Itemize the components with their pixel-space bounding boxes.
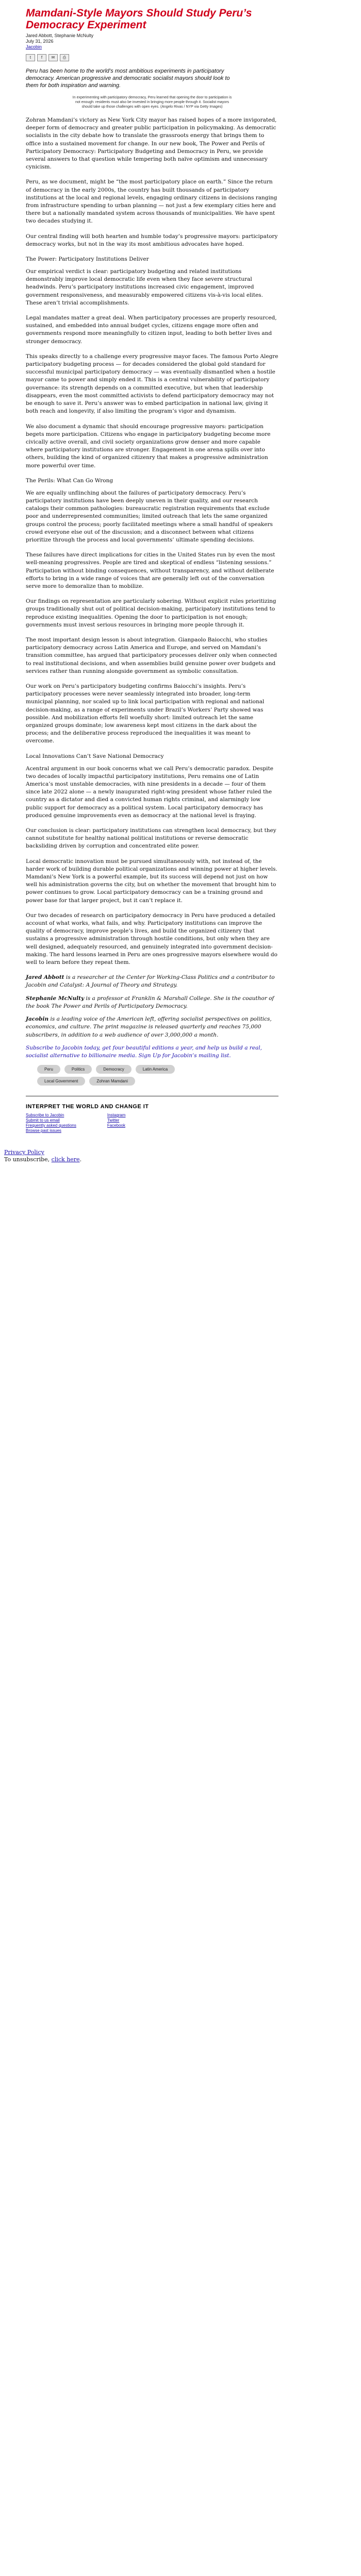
facebook-link[interactable]: Facebook <box>107 1123 125 1128</box>
paragraph: The most important design lesson is about integration. Gianpaolo Baiocchi, who studies participatory democracy across Latin America and Europe, and served on Mamdani’s transition committee, has argued that participatory processes deliver only when connected to real institutional decisions, and when assemblies build genuine power over budgets and services rather than running alongside government as symbolic consultation. <box>26 636 277 674</box>
article-title[interactable]: Mamdani-Style Mayors Should Study Peru’s Democracy Experiment <box>26 7 252 31</box>
paragraph: We are equally unflinching about the failures of participatory democracy. Peru’s participatory institutions have been deeply uneven in their quality, and our research catalogs their common pathologies: bureaucratic registration requirements that exclude poor and underrepresented communities; limited outreach that lets the same organized groups control the process; poorly facilitated meetings where a small handful of speakers crowd everyone else out of the discussion; and a disconnect between what citizens prioritize through the process and local governments’ ultimate spending decisions. <box>26 489 273 543</box>
paragraph: Acentral argument in our book concerns what we call Peru’s democratic paradox. Despite two decades of locally impactful participatory institutions, Peru remains one of Latin America’s most unstable democracies, with nine presidents in a decade — four of them since late 2022 alone — a newly inaugurated right-wing president whose father ruled the country as a dictator and died a convicted human rights criminal, and alarmingly low public support for democracy as a political system. Local participatory democracy has produced genuine improvements even as democracy at the national level is fraying. <box>26 765 273 819</box>
tag-list <box>37 1065 192 1086</box>
section-heading: The Power: Participatory Institutions Deliver <box>26 256 149 263</box>
paragraph: Zohran Mamdani’s victory as New York City mayor has raised hopes of a more invigorated, deeper form of democracy and greater public participation in policymaking. As democratic socialists in the city debate how to translate the grassroots energy that brings them to office into a sustained movement for change. In our new book, The Power and Perils of Participatory Democracy: Participatory Budgeting and Democracy in Peru, we provide several answers to that question while tempering both naïve optimism and unnecessary cynicism. <box>26 117 277 171</box>
subscribe-note <box>26 1044 278 1060</box>
figure-caption: In experimenting with participatory democracy, Peru learned that opening the door to participation is not enough: residents must also be invested in bringing more people through it. Socialist mayors should take up those challenges with open eyes. (Angelo Rivas / NYP via Getty Images) <box>72 96 232 109</box>
footer-links <box>26 1113 278 1133</box>
author-bio <box>26 995 278 1010</box>
paragraph: Our empirical verdict is clear: participatory budgeting and related institutions demonstrably improve local democratic life even when they face severe structural headwinds. Peru’s participatory institutions increased civic engagement, improved government responsiveness, and measurably empowered citizens vis-à-vis local elites. These aren’t trivial accomplishments. <box>26 268 263 306</box>
bio-text: is a professor at Franklin & Marshall College. She is the coauthor of the book The Power and Perils of Participatory Democracy. <box>26 995 274 1009</box>
unsubscribe-line <box>4 1156 361 1163</box>
tag[interactable]: Local Government <box>37 1077 85 1086</box>
unsubscribe-suffix: . <box>79 1156 82 1163</box>
bio-text: is a researcher at the Center for Working-Class Politics and a contributor to Jacobin and Catalyst: A Journal of Theory and Strategy. <box>26 974 275 989</box>
email-footer <box>4 1149 361 1163</box>
print-icon[interactable]: ⎙ <box>60 54 69 61</box>
paragraph: Our conclusion is clear: participatory institutions can strengthen local democracy, but they cannot substitute for healthy national political institutions or reverse democratic backsliding driven by corruption and concentrated elite power. <box>26 827 276 850</box>
tag[interactable]: Latin America <box>136 1065 175 1074</box>
date: July 31, 2026 <box>26 39 54 44</box>
section-heading: The Perils: What Can Go Wrong <box>26 477 113 484</box>
bio-name: Jared Abbott <box>26 974 64 981</box>
tag[interactable]: Democracy <box>96 1065 131 1074</box>
facebook-icon[interactable]: f <box>37 54 46 61</box>
unsubscribe-link[interactable]: click here <box>51 1156 80 1163</box>
footer-link[interactable]: Browse past issues <box>26 1128 61 1133</box>
paragraph: Our two decades of research on participatory democracy in Peru have produced a detailed account of what works, what fails, and why. Participatory institutions can improve the quality of democracy, improve people’s lives, and build the organized citizenry that sustains a progressive administration through hostile conditions, but only when they are well designed, adequately resourced, and genuinely integrated into government decision-making. The hard lessons learned in Peru are ones progressive mayors elsewhere would do well to learn before they repeat them. <box>26 912 277 966</box>
paragraph: Peru, as we document, might be “the most participatory place on earth.” Since the return of democracy in the early 2000s, the country has built thousands of participatory institutions at the local and regional levels, engaging ordinary citizens in decisions ranging from infrastructure spending to urban planning — not just a few exemplary cities here and there but a nationally mandated system across thousands of municipalities. We have spent two decades studying it. <box>26 179 277 225</box>
section-heading: Local Innovations Can’t Save National Democracy <box>26 753 164 759</box>
newsletter-content <box>26 7 278 1133</box>
paragraph: Our findings on representation are particularly sobering. Without explicit rules prioritizing groups traditionally shut out of political decision-making, participatory institutions tend to reproduce existing inequalities. Opening the door to participation is not enough; governments must invest serious resources in bringing more people through it. <box>26 598 276 628</box>
article-body <box>26 116 278 967</box>
privacy-policy-link[interactable]: Privacy Policy <box>4 1149 44 1156</box>
signup-link[interactable]: Sign Up for Jacobin’s mailing list. <box>138 1052 231 1059</box>
article-dek: Peru has been home to the world’s most ambitious experiments in participatory democracy. American progressive and democratic socialist mayors should look to them for both inspiration and warning. <box>26 68 230 89</box>
footer <box>26 1104 278 1133</box>
subscribe-text-link[interactable]: Subscribe to Jacobin today, get four beautiful editions a year, and help us build a real, socialist alternative to billionaire media. <box>26 1044 262 1059</box>
paragraph: This speaks directly to a challenge every progressive mayor faces. The famous Porto Alegre participatory budgeting process — for decades considered the global gold standard for successful municipal participatory democracy — was eventually dismantled when a hostile mayor came to power and simply ended it. This is a central vulnerability of participatory governance: its strength depends on a committed executive, but when that leadership disappears, even the most committed activists to defend participatory democracy may not be enough to save it. Peru’s answer was to embed participation in national law, giving it both reach and longevity, if also limiting the program’s vigor and dynamism. <box>26 353 278 415</box>
email-icon[interactable]: ✉ <box>48 54 58 61</box>
tag[interactable]: Peru <box>37 1065 60 1074</box>
publication-link[interactable]: Jacobin <box>26 44 42 49</box>
byline <box>26 33 278 50</box>
twitter-icon[interactable]: t <box>26 54 35 61</box>
paragraph: Local democratic innovation must be pursued simultaneously with, not instead of, the harder work of building durable political organizations and winning power at higher levels. Mamdani’s New York is a powerful example, but its success will depend not just on how well his administration governs the city, but on whether the movement that brought him to power continues to grow. Local participatory democracy can be a training ground and power base for that larger project, but it can’t replace it. <box>26 858 277 904</box>
author-bios <box>26 974 278 1060</box>
bio-name: Stephanie McNulty <box>26 995 85 1002</box>
bio-text: is a leading voice of the American left, offering socialist perspectives on politics, economics, and culture. The print magazine is released quarterly and reaches 75,000 subscribers, in addition to a web audience of over 3,000,000 a month. <box>26 1016 272 1038</box>
paragraph: Legal mandates matter a great deal. When participatory processes are properly resourced, sustained, and embedded into annual budget cycles, citizens engage more often and governments respond more meaningfully to citizen input, leading to both better lives and stronger democracy. <box>26 315 277 345</box>
footer-link[interactable]: Subscribe to Jacobin <box>26 1113 64 1118</box>
paragraph: We also document a dynamic that should encourage progressive mayors: participation begets more participation. Citizens who engage in participatory budgeting become more civically active overall, and civil society organizations grow denser and more capable where participatory institutions are stronger. Engagement in one arena spills over into others, building the kind of organized citizenry that makes a progressive administration more powerful over time. <box>26 423 271 469</box>
footer-col-right <box>107 1113 126 1133</box>
footer-col-left <box>26 1113 76 1133</box>
footer-title: INTERPRET THE WORLD AND CHANGE IT <box>26 1104 149 1110</box>
paragraph: Our work on Peru’s participatory budgeting confirms Baiocchi’s insights. Peru’s participatory processes were never seamlessly integrated into broader, long-term municipal planning, nor scaled up to link local participation with regional and national decision-making, as a range of experiments under Brazil’s Workers’ Party showed was possible. And mobilization efforts fell woefully short: limited outreach let the same organized groups dominate; low awareness kept most citizens in the dark about the process; and the deliberative process reproduced the inequalities it was meant to overcome. <box>26 683 265 744</box>
paragraph: These failures have direct implications for cities in the United States run by even the most well-meaning progressives. People are tired and skeptical of endless “listening sessions.” Participation without binding consequences, without transparency, and without deliberate efforts to bring in a wide range of voices that are generally left out of the conversation serve more to demoralize than to mobilize. <box>26 552 275 589</box>
author-bio <box>26 974 278 989</box>
paragraph: Our central finding will both hearten and humble today’s progressive mayors: participatory democracy works, but not in the way its most ambitious advocates have hoped. <box>26 233 278 247</box>
unsubscribe-prefix: To unsubscribe, <box>4 1156 52 1163</box>
authors: Jared Abbott, Stephanie McNulty <box>26 33 94 38</box>
bio-name: Jacobin <box>26 1016 49 1023</box>
tag[interactable]: Politics <box>64 1065 92 1074</box>
twitter-link[interactable]: Twitter <box>107 1118 120 1123</box>
share-row <box>26 54 278 61</box>
footer-link[interactable]: Frequently asked questions <box>26 1123 76 1128</box>
footer-link[interactable]: Submit to us email <box>26 1118 60 1123</box>
instagram-link[interactable]: Instagram <box>107 1113 126 1118</box>
publication-bio <box>26 1015 278 1039</box>
tag[interactable]: Zohran Mamdani <box>89 1077 135 1086</box>
